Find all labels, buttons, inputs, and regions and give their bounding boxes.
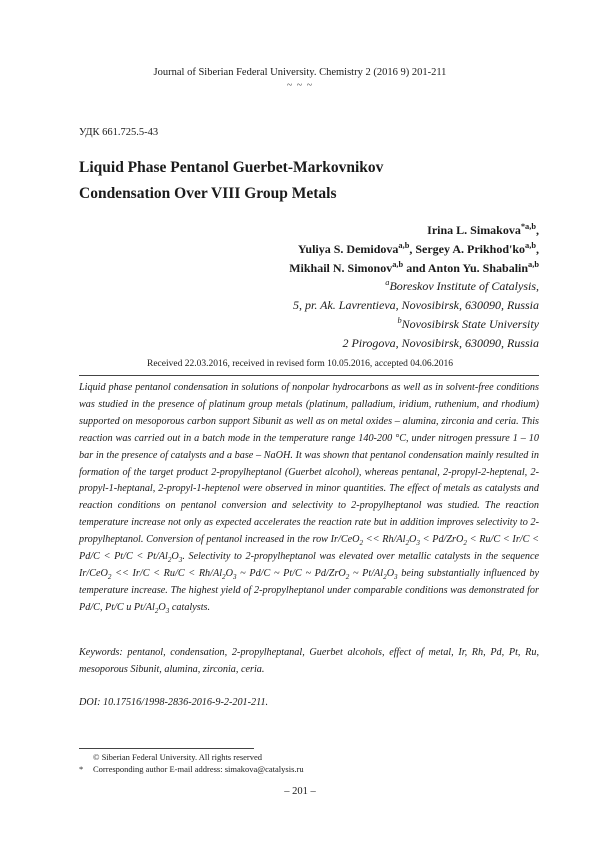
title-line-2: Condensation Over VIII Group Metals bbox=[79, 185, 337, 202]
footnote-copyright bbox=[79, 752, 539, 762]
author-line-3 bbox=[100, 259, 539, 278]
subscript: 3 bbox=[165, 606, 170, 615]
subscript: 2 bbox=[359, 539, 364, 548]
affiliation-mark: a bbox=[385, 278, 390, 287]
affiliation-name: Boreskov Institute of Catalysis, bbox=[389, 279, 539, 293]
author-line-2 bbox=[100, 240, 539, 259]
doi: DOI: 10.17516/1998-2836-2016-9-2-201-211. bbox=[79, 697, 269, 708]
subscript: 3 bbox=[394, 573, 398, 581]
abstract-text: < Pd/ZrO bbox=[419, 534, 464, 546]
copyright-text: © Siberian Federal University. All rights reserved bbox=[93, 752, 263, 762]
author-name: Mikhail N. Simonov bbox=[289, 261, 393, 275]
affiliation-b-line-2: 2 Pirogova, Novosibirsk, 630090, Russia bbox=[342, 336, 539, 350]
abstract-text: < Ru/C < Ir/C < Pd/C < Pt/C < Pt/Al bbox=[79, 534, 539, 563]
title-line-1: Liquid Phase Pentanol Guerbet-Markovnikov bbox=[79, 159, 384, 176]
affiliation-a-line-1 bbox=[100, 277, 539, 296]
abstract-text: O bbox=[386, 567, 395, 579]
subscript: 2 bbox=[405, 539, 410, 548]
author-affiliation-mark: a,b bbox=[528, 260, 539, 269]
abstract-text: being substantially influenced by temperature increase. The highest yield of 2-propylheptanol under comparable conditions was demonstrated for Pd/C, Pt/C и Pt/Al bbox=[79, 567, 540, 613]
affiliation-a-line-2: 5, pr. Ak. Lavrentieva, Novosibirsk, 630090, Russia bbox=[293, 298, 539, 312]
author-name: Yuliya S. Demidova bbox=[297, 242, 399, 256]
subscript: 2 bbox=[107, 573, 112, 581]
footnote-rule bbox=[79, 748, 254, 749]
footnote-corresponding bbox=[79, 764, 539, 774]
abstract-text: << Rh/Al bbox=[363, 534, 406, 546]
author-separator: , bbox=[409, 242, 413, 256]
subscript: 3 bbox=[232, 573, 237, 581]
subscript: 2 bbox=[383, 573, 387, 581]
udc-code: УДК 661.725.5-43 bbox=[79, 127, 159, 138]
affiliation-mark: b bbox=[397, 316, 402, 325]
page-number: – 201 – bbox=[284, 786, 316, 797]
subscript: 2 bbox=[222, 573, 226, 581]
keywords: Keywords: pentanol, condensation, 2-propylheptanal, Guerbet alcohols, effect of metal, Ir, Rh, Pd, Pt, Ru, mesoporous Sibunit, alumina, zirconia, ceria. bbox=[79, 647, 539, 675]
abstract-text: << Ir/C < Ru/C < Rh/Al bbox=[111, 567, 223, 579]
abstract-text: Liquid phase pentanol condensation in solutions of nonpolar hydrocarbons as well as in solvent-free conditions was studied in the presence of platinum group metals (platinum, palladium, iridium, ruthenium, and rhodium) supported on mesoporous carbon support Sibunit as well as on metal oxides – alumina, zirconia and ceria. This reaction was carried out in a batch mode in the temperature range 140-200 °C, under nitrogen pressure 1 – 10 bar in the presence of catalysts and a base – NaOH. It was shown that pentanol condensation mainly resulted in formation of the target product 2-propylheptanol (Guerbet alcohol), whereas pentanal, 2-propyl-2-heptenal, 2-propyl-1-heptanal, 2-propyl-1-heptenol were observed in minor quantities. The effect of metals as catalysts and reaction conditions on pentanol conversion and selectivity to 2-propylheptanol was studied. The reaction temperature increase not only as expected accelerates the reaction rate but in addition improves selectivity to 2-propylheptanol. Conversion of pentanol increased in the row Ir/CeO bbox=[79, 382, 539, 546]
abstract-text: O bbox=[158, 601, 166, 613]
subscript: 2 bbox=[154, 606, 159, 615]
author-conjunction: and bbox=[403, 261, 428, 275]
affiliation-name: Novosibirsk State University bbox=[401, 317, 539, 331]
subscript: 3 bbox=[416, 539, 420, 548]
abstract-text: . Selectivity to 2-propylheptanol was elevated over metallic catalysts in the sequence Ir/CeO bbox=[79, 551, 539, 579]
corresponding-text: Corresponding author E-mail address: simakova@catalysis.ru bbox=[93, 764, 304, 774]
author-affiliation-mark: a,b bbox=[398, 241, 410, 250]
author-affiliation-mark: a,b bbox=[392, 260, 404, 269]
subscript: 2 bbox=[463, 539, 467, 548]
author-list bbox=[100, 221, 539, 278]
paper-title bbox=[79, 155, 539, 207]
abstract-text: ~ Pd/C ~ Pt/C ~ Pd/ZrO bbox=[236, 567, 346, 579]
abstract bbox=[79, 380, 539, 617]
subscript: 2 bbox=[167, 556, 172, 565]
author-separator: , bbox=[536, 223, 539, 237]
abstract-text: ~ Pt/Al bbox=[349, 567, 384, 579]
received-dates: Received 22.03.2016, received in revised form 10.05.2016, accepted 04.06.2016 bbox=[146, 359, 454, 369]
affiliations bbox=[100, 277, 539, 353]
header-ornament: ~ ~ ~ bbox=[286, 80, 314, 91]
abstract-top-rule bbox=[79, 375, 539, 376]
author-line-1 bbox=[100, 221, 539, 240]
abstract-text: O bbox=[409, 534, 417, 546]
author-separator: , bbox=[536, 242, 539, 256]
abstract-text: O bbox=[225, 567, 233, 579]
subscript: 2 bbox=[345, 573, 350, 581]
author-name: Irina L. Simakova bbox=[427, 223, 521, 237]
affiliation-b-line-1 bbox=[100, 315, 539, 334]
footnote-star: * bbox=[79, 764, 84, 774]
author-affiliation-mark: *a,b bbox=[520, 222, 536, 231]
abstract-text: O bbox=[171, 551, 179, 563]
author-affiliation-mark: a,b bbox=[525, 241, 536, 250]
abstract-text: catalysts. bbox=[169, 601, 211, 613]
journal-header: Journal of Siberian Federal University. Chemistry 2 (2016 9) 201-211 bbox=[153, 67, 447, 78]
author-name: Sergey A. Prikhod'ko bbox=[415, 242, 526, 256]
author-name: Anton Yu. Shabalin bbox=[427, 261, 529, 275]
subscript: 3 bbox=[178, 556, 183, 565]
